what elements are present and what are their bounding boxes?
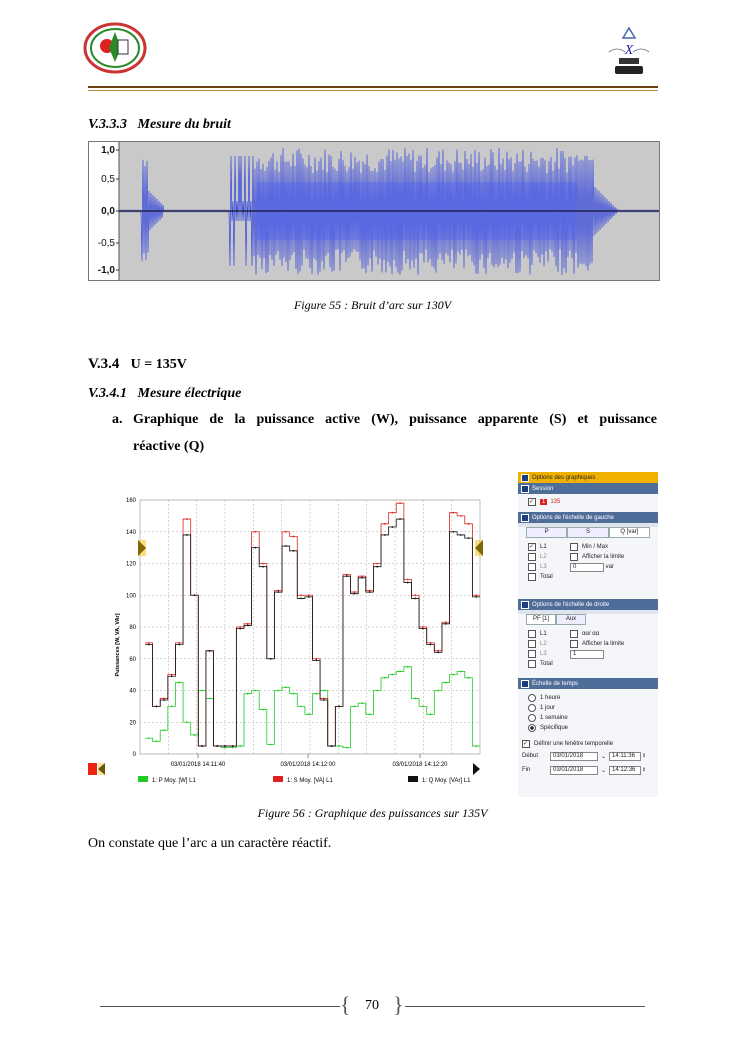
data-point: [254, 531, 256, 533]
data-point: [262, 709, 264, 711]
data-point: [277, 590, 279, 592]
radio-1-day[interactable]: [528, 704, 536, 712]
data-point: [452, 512, 454, 514]
data-point: [186, 534, 188, 536]
data-point: [148, 642, 150, 644]
time-scale-header[interactable]: Échelle de temps: [518, 678, 658, 689]
data-point: [323, 699, 325, 701]
data-point: [353, 593, 355, 595]
legend-label: 1: Q Moy. [VAr] L1: [422, 778, 471, 784]
legend-swatch: [273, 776, 283, 782]
phase-l2-checkbox[interactable]: [528, 553, 536, 561]
data-point: [270, 744, 272, 746]
data-point: [323, 690, 325, 692]
data-point: [239, 745, 241, 747]
end-time-input[interactable]: 14:12:36: [609, 766, 641, 775]
minmax-checkbox[interactable]: [570, 543, 578, 551]
y-tick-label: 80: [129, 625, 136, 631]
data-point: [209, 698, 211, 700]
data-point: [422, 705, 424, 707]
data-point: [422, 626, 424, 628]
data-point: [475, 745, 477, 747]
data-point: [445, 623, 447, 625]
show-limit-checkbox[interactable]: [570, 553, 578, 561]
section-heading-v341: [88, 386, 241, 402]
radio-1-hour[interactable]: [528, 694, 536, 702]
data-point: [369, 713, 371, 715]
data-point: [392, 674, 394, 676]
list-marker: a.: [112, 412, 123, 427]
x-tick-label: 03/01/2018 14:11:40: [170, 762, 226, 768]
waveform-plot: [89, 142, 659, 280]
start-date-input[interactable]: 03/01/2018: [550, 752, 598, 761]
y-tick-label: 100: [125, 593, 136, 600]
data-point: [475, 594, 477, 596]
session-value: 135: [550, 499, 561, 505]
radio-1-week[interactable]: [528, 714, 536, 722]
data-point: [254, 547, 256, 549]
data-point: [437, 650, 439, 652]
tab-aux[interactable]: Aux: [556, 614, 586, 625]
data-point: [468, 677, 470, 679]
legend-label: 1: P Moy. [W] L1: [152, 778, 196, 784]
data-point: [178, 644, 180, 646]
limit-unit: var: [605, 564, 615, 570]
data-point: [460, 534, 462, 536]
data-point: [338, 745, 340, 747]
waveform-y-tick-label: -0,5: [97, 238, 115, 249]
y-tick-label: 60: [129, 656, 136, 663]
header-rule-thin: [88, 90, 658, 91]
data-point: [384, 523, 386, 525]
y-tick-label: 20: [129, 720, 136, 727]
data-point: [376, 690, 378, 692]
figure-56-caption: Figure 56 : Graphique des puissances sur 135V: [257, 806, 488, 820]
data-point: [194, 594, 196, 596]
data-point: [186, 518, 188, 520]
data-point: [285, 686, 287, 688]
power-chart: [88, 470, 488, 788]
phase-label: L2: [540, 554, 547, 560]
session-header[interactable]: Session: [518, 483, 658, 494]
data-point: [224, 745, 226, 747]
data-point: [315, 658, 317, 660]
data-point: [293, 550, 295, 552]
data-point: [475, 596, 477, 598]
phase-label: L3: [540, 564, 547, 570]
phase-label: L2: [540, 641, 547, 647]
data-point: [209, 650, 211, 652]
page-number: 70: [365, 998, 379, 1013]
data-point: [277, 591, 279, 593]
radio-label: 1 heure: [540, 695, 561, 701]
data-point: [194, 734, 196, 736]
data-point: [308, 713, 310, 715]
data-point: [156, 740, 158, 742]
data-point: [430, 713, 432, 715]
section-title: U = 135V: [130, 357, 187, 372]
data-point: [414, 698, 416, 700]
data-point: [422, 628, 424, 630]
data-point: [224, 747, 226, 749]
show-limit-label: Afficher la limite: [582, 641, 625, 647]
phase-l1-checkbox[interactable]: ✓: [529, 544, 535, 550]
data-point: [437, 652, 439, 654]
define-window-checkbox[interactable]: ✓: [523, 741, 529, 747]
data-point: [171, 705, 173, 707]
phase-label: Total: [540, 661, 553, 667]
panel-title: Options des graphiques: [518, 472, 658, 483]
figure-55-caption: Figure 55 : Bruit d’arc sur 130V: [293, 298, 452, 312]
rs-minmax-checkbox[interactable]: [570, 630, 578, 638]
y-tick-label: 0: [132, 752, 136, 758]
data-point: [216, 745, 218, 747]
section-heading-v333: [88, 117, 231, 133]
data-point: [277, 690, 279, 692]
end-time-spinner-icon[interactable]: ⇕: [642, 767, 647, 773]
data-point: [445, 621, 447, 623]
data-point: [171, 675, 173, 677]
data-point: [201, 745, 203, 747]
tab-p[interactable]: P: [526, 527, 567, 538]
section-title: Mesure électrique: [137, 386, 242, 401]
data-point: [232, 747, 234, 749]
data-point: [361, 577, 363, 579]
rs-phase-total-checkbox[interactable]: [528, 660, 536, 668]
rs-phase-l2-checkbox[interactable]: [528, 640, 536, 648]
show-limit-label: Afficher la limite: [582, 554, 625, 560]
scroll-right-icon[interactable]: [473, 763, 480, 775]
data-point: [361, 575, 363, 577]
data-point: [300, 594, 302, 596]
data-point: [285, 531, 287, 533]
tab-s[interactable]: S: [567, 527, 608, 538]
header-rule: [88, 86, 658, 88]
right-scale-header[interactable]: Options de l'échelle de droite: [518, 599, 658, 610]
data-point: [407, 666, 409, 668]
data-point: [407, 578, 409, 580]
data-point: [384, 534, 386, 536]
session-id-badge: 1: [542, 499, 546, 505]
data-point: [163, 699, 165, 701]
data-point: [468, 537, 470, 539]
y-tick-label: 160: [125, 498, 136, 504]
data-point: [392, 526, 394, 528]
data-point: [156, 705, 158, 707]
department-logo: [605, 24, 653, 80]
waveform-y-tick-label: 0,5: [101, 174, 115, 185]
data-point: [247, 623, 249, 625]
chart-y-axis-label: Puissances [W, VA, VAr]: [115, 613, 121, 677]
radio-label: 1 semaine: [540, 715, 568, 721]
rs-limit-input[interactable]: 1: [570, 650, 604, 659]
section-title: Mesure du bruit: [137, 117, 231, 132]
data-point: [437, 690, 439, 692]
rs-phase-l1-checkbox[interactable]: [528, 630, 536, 638]
data-point: [293, 536, 295, 538]
data-point: [353, 705, 355, 707]
data-point: [323, 698, 325, 700]
marker-icon[interactable]: [88, 763, 97, 775]
chart-options-panel: [518, 472, 658, 790]
footer-bracket-left: {: [340, 992, 351, 1017]
section-number: V.3.4: [88, 356, 120, 372]
university-logo: [80, 22, 150, 78]
data-point: [353, 591, 355, 593]
footer-rule-left: [100, 1006, 340, 1007]
data-point: [232, 745, 234, 747]
section-number: V.3.4.1: [88, 386, 128, 401]
data-point: [178, 682, 180, 684]
data-point: [407, 582, 409, 584]
data-point: [376, 566, 378, 568]
start-time-input[interactable]: 14:11:36: [609, 752, 641, 761]
data-point: [270, 658, 272, 660]
data-point: [171, 674, 173, 676]
data-point: [369, 591, 371, 593]
rs-show-limit-checkbox[interactable]: [570, 640, 578, 648]
legend-swatch: [138, 776, 148, 782]
define-window-label: Définir une fenêtre temporelle: [534, 741, 614, 747]
left-scale-header[interactable]: Options de l'échelle de gauche: [518, 512, 658, 523]
session-checkbox[interactable]: ✓: [529, 499, 535, 505]
data-point: [376, 563, 378, 565]
data-point: [178, 642, 180, 644]
phase-label: L1: [540, 544, 547, 550]
data-point: [300, 705, 302, 707]
data-point: [315, 659, 317, 661]
data-point: [247, 693, 249, 695]
phase-total-checkbox[interactable]: [528, 573, 536, 581]
data-point: [163, 729, 165, 731]
data-point: [414, 598, 416, 600]
data-point: [315, 693, 317, 695]
waveform-y-tick-label: 1,0: [101, 145, 115, 156]
start-time-spinner-icon[interactable]: ⇕: [642, 753, 647, 759]
list-item-text-line2: réactive (Q): [133, 439, 205, 454]
radio-specific[interactable]: [528, 724, 536, 732]
y-tick-label: 40: [129, 688, 136, 695]
data-point: [452, 674, 454, 676]
data-point: [148, 644, 150, 646]
section-number: V.3.3.3: [88, 117, 128, 132]
data-point: [460, 515, 462, 517]
phase-label: L3: [540, 651, 547, 657]
data-point: [346, 747, 348, 749]
data-point: [262, 566, 264, 568]
phase-l3-checkbox[interactable]: [528, 563, 536, 571]
data-point: [186, 721, 188, 723]
data-point: [369, 590, 371, 592]
waveform-y-tick-label: -1,0: [97, 265, 115, 276]
data-point: [460, 671, 462, 673]
footer-rule-right: [405, 1006, 645, 1007]
y-tick-label: 120: [125, 561, 136, 568]
data-point: [285, 545, 287, 547]
data-point: [384, 677, 386, 679]
svg-text:X: X: [624, 43, 634, 58]
radio-label: Spécifique: [540, 725, 569, 731]
data-point: [300, 598, 302, 600]
phase-label: Total: [540, 574, 553, 580]
data-point: [293, 693, 295, 695]
list-item-text-line1: Graphique de la puissance active (W), puissance apparente (S) et puissance: [133, 412, 657, 427]
y-tick-label: 140: [125, 529, 136, 536]
section-heading-v34: [88, 356, 187, 373]
x-tick-label: 03/01/2018 14:12:00: [280, 762, 336, 768]
data-point: [346, 575, 348, 577]
data-point: [361, 702, 363, 704]
data-point: [430, 644, 432, 646]
legend-label: 1: S Moy. [VA] L1: [287, 778, 333, 784]
waveform-y-tick-label: 0,0: [101, 206, 115, 217]
data-point: [239, 628, 241, 630]
power-chart-svg: [88, 470, 488, 788]
data-point: [163, 698, 165, 700]
data-point: [445, 682, 447, 684]
data-point: [392, 512, 394, 514]
minmax-label: αα/ αα: [582, 631, 600, 637]
data-point: [346, 574, 348, 576]
end-label: Fin: [522, 767, 531, 773]
list-item-a: [112, 412, 657, 454]
limit-input[interactable]: 0: [570, 563, 604, 572]
conclusion-paragraph: On constate que l’arc a un caractère réactif.: [88, 836, 332, 851]
rs-phase-l3-checkbox[interactable]: [528, 650, 536, 658]
data-point: [148, 737, 150, 739]
data-point: [338, 705, 340, 707]
minmax-label: Min / Max: [582, 544, 609, 550]
data-point: [201, 690, 203, 692]
data-point: [399, 671, 401, 673]
data-point: [308, 596, 310, 598]
data-point: [399, 518, 401, 520]
phase-label: L1: [540, 631, 547, 637]
footer-bracket-right: }: [393, 992, 404, 1017]
start-label: Début: [522, 753, 539, 759]
data-point: [468, 523, 470, 525]
tab-pf[interactable]: PF [1]: [526, 614, 556, 625]
data-point: [254, 690, 256, 692]
data-point: [331, 745, 333, 747]
data-point: [308, 594, 310, 596]
end-date-dropdown-icon[interactable]: ⌄: [601, 767, 607, 774]
noise-waveform-figure: [88, 141, 660, 281]
data-point: [262, 563, 264, 565]
end-date-input[interactable]: 03/01/2018: [550, 766, 598, 775]
data-point: [430, 642, 432, 644]
data-point: [399, 502, 401, 504]
data-point: [452, 531, 454, 533]
x-tick-label: 03/01/2018 14:12:20: [392, 762, 448, 768]
data-point: [414, 594, 416, 596]
tab-q[interactable]: Q [var]: [609, 527, 650, 538]
data-point: [239, 626, 241, 628]
radio-label: 1 jour: [540, 705, 556, 711]
data-point: [247, 625, 249, 627]
legend-swatch: [408, 776, 418, 782]
start-date-dropdown-icon[interactable]: ⌄: [601, 753, 607, 760]
